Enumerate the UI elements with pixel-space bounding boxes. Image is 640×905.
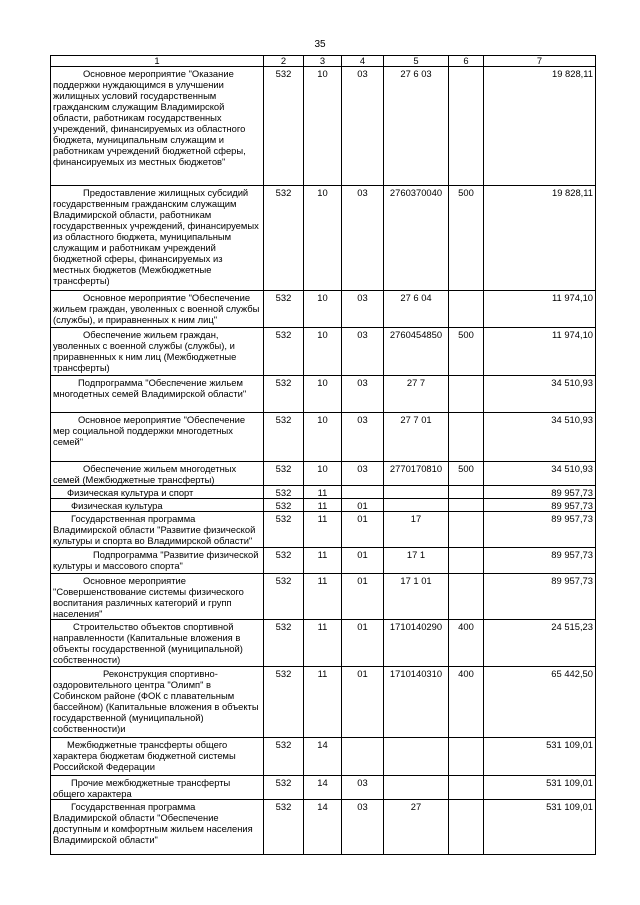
row-target-article: 27 6 04	[384, 291, 449, 328]
row-section: 11	[304, 499, 342, 512]
row-name: Физическая культура	[51, 499, 264, 512]
row-target-article: 17	[384, 512, 449, 548]
row-ved: 532	[264, 738, 304, 776]
row-subsection: 01	[342, 667, 384, 738]
column-header: 2	[264, 56, 304, 67]
row-name: Подпрограмма "Развитие физической культуры и массового спорта"	[51, 548, 264, 574]
row-section: 11	[304, 574, 342, 620]
row-amount: 19 828,11	[484, 186, 596, 291]
table-row	[51, 186, 596, 291]
row-amount: 11 974,10	[484, 291, 596, 328]
row-section: 11	[304, 667, 342, 738]
row-target-article	[384, 499, 449, 512]
row-amount: 531 109,01	[484, 800, 596, 855]
column-header: 5	[384, 56, 449, 67]
row-amount: 89 957,73	[484, 548, 596, 574]
row-subsection: 03	[342, 413, 384, 462]
row-ved: 532	[264, 376, 304, 413]
row-subsection: 01	[342, 512, 384, 548]
row-target-article: 27 6 03	[384, 67, 449, 186]
row-ved: 532	[264, 548, 304, 574]
row-expense-type	[449, 512, 484, 548]
row-section: 10	[304, 67, 342, 186]
row-subsection	[342, 738, 384, 776]
row-subsection: 03	[342, 328, 384, 376]
row-target-article	[384, 486, 449, 499]
row-name: Государственная программа Владимирской области "Развитие физической культуры и спорта во Владимирской области"	[51, 512, 264, 548]
row-section: 10	[304, 413, 342, 462]
row-section: 11	[304, 512, 342, 548]
row-expense-type	[449, 574, 484, 620]
row-ved: 532	[264, 67, 304, 186]
row-amount: 89 957,73	[484, 486, 596, 499]
table-row	[51, 462, 596, 486]
row-name: Межбюджетные трансферты общего характера бюджетам бюджетной системы Российской Федерации	[51, 738, 264, 776]
row-ved: 532	[264, 512, 304, 548]
row-ved: 532	[264, 462, 304, 486]
row-name: Обеспечение жильем граждан, уволенных с военной службы (службы), и приравненных к ним лиц (Межбюджетные трансферты)	[51, 328, 264, 376]
row-expense-type	[449, 486, 484, 499]
row-subsection: 01	[342, 499, 384, 512]
row-target-article: 27 7 01	[384, 413, 449, 462]
row-name: Основное мероприятие "Обеспечение мер социальной поддержки многодетных семей"	[51, 413, 264, 462]
row-target-article: 27 7	[384, 376, 449, 413]
row-target-article: 27	[384, 800, 449, 855]
row-name: Основное мероприятие "Оказание поддержки нуждающимся в улучшении жилищных условий государственным гражданским служащим Владимирской области, работникам государственных учреждений, финансируемых из областного бюджета, муниципальным служащим и работникам учреждений бюджетной сферы, финансируемых из местных бюджетов"	[51, 67, 264, 186]
row-name: Обеспечение жильем многодетных семей (Межбюджетные трансферты)	[51, 462, 264, 486]
row-subsection: 03	[342, 800, 384, 855]
table-row	[51, 486, 596, 499]
row-ved: 532	[264, 667, 304, 738]
row-amount: 89 957,73	[484, 499, 596, 512]
row-name: Государственная программа Владимирской области "Обеспечение доступным и комфортным жильем населения Владимирской области"	[51, 800, 264, 855]
row-expense-type: 500	[449, 186, 484, 291]
row-section: 11	[304, 620, 342, 667]
table-row	[51, 776, 596, 800]
row-expense-type	[449, 67, 484, 186]
row-subsection: 03	[342, 67, 384, 186]
table-row	[51, 413, 596, 462]
column-header: 7	[484, 56, 596, 67]
row-ved: 532	[264, 800, 304, 855]
row-section: 10	[304, 376, 342, 413]
table-row	[51, 512, 596, 548]
table-row	[51, 667, 596, 738]
row-expense-type: 500	[449, 462, 484, 486]
row-section: 14	[304, 738, 342, 776]
page-number: 35	[314, 39, 326, 50]
row-expense-type	[449, 800, 484, 855]
row-amount: 11 974,10	[484, 328, 596, 376]
row-subsection: 01	[342, 620, 384, 667]
row-ved: 532	[264, 776, 304, 800]
row-section: 10	[304, 291, 342, 328]
row-expense-type	[449, 376, 484, 413]
table-header-row	[51, 56, 596, 67]
row-amount: 531 109,01	[484, 776, 596, 800]
row-subsection: 01	[342, 548, 384, 574]
row-expense-type: 400	[449, 667, 484, 738]
table-row	[51, 620, 596, 667]
row-ved: 532	[264, 620, 304, 667]
row-section: 14	[304, 800, 342, 855]
row-target-article: 1710140290	[384, 620, 449, 667]
row-ved: 532	[264, 574, 304, 620]
row-section: 14	[304, 776, 342, 800]
row-name: Физическая культура и спорт	[51, 486, 264, 499]
row-name: Основное мероприятие "Обеспечение жильем граждан, уволенных с военной службы (службы), и приравненных к ним лиц"	[51, 291, 264, 328]
row-amount: 531 109,01	[484, 738, 596, 776]
row-section: 11	[304, 548, 342, 574]
row-expense-type: 500	[449, 328, 484, 376]
row-expense-type: 400	[449, 620, 484, 667]
row-subsection: 03	[342, 291, 384, 328]
row-target-article: 1710140310	[384, 667, 449, 738]
row-subsection: 01	[342, 574, 384, 620]
row-name: Реконструкция спортивно-оздоровительного центра "Олимп" в Собинском районе (ФОК с плавательным бассейном) (Капитальные вложения в объекты государственной (муниципальной) собственности)и	[51, 667, 264, 738]
table-row	[51, 328, 596, 376]
row-target-article: 2770170810	[384, 462, 449, 486]
row-expense-type	[449, 776, 484, 800]
column-header: 1	[51, 56, 264, 67]
row-subsection: 03	[342, 776, 384, 800]
row-amount: 19 828,11	[484, 67, 596, 186]
row-target-article: 2760454850	[384, 328, 449, 376]
row-expense-type	[449, 738, 484, 776]
row-target-article	[384, 776, 449, 800]
row-name: Основное мероприятие "Совершенствование системы физического воспитания различных категорий и групп населения"	[51, 574, 264, 620]
row-name: Предоставление жилищных субсидий государственным гражданским служащим Владимирской области, работникам государственных учреждений, финансируемых из областного бюджета, муниципальным служащим и работникам учреждений бюджетной сферы, финансируемых из местных бюджетов (Межбюджетные трансферты)	[51, 186, 264, 291]
row-expense-type	[449, 548, 484, 574]
row-ved: 532	[264, 486, 304, 499]
table-row	[51, 738, 596, 776]
row-amount: 89 957,73	[484, 574, 596, 620]
row-target-article: 17 1	[384, 548, 449, 574]
row-subsection: 03	[342, 376, 384, 413]
row-ved: 532	[264, 291, 304, 328]
row-amount: 24 515,23	[484, 620, 596, 667]
row-expense-type	[449, 499, 484, 512]
column-header: 4	[342, 56, 384, 67]
table-row	[51, 376, 596, 413]
row-name: Строительство объектов спортивной направленности (Капитальные вложения в объекты государственной (муниципальной) собственности)	[51, 620, 264, 667]
row-section: 10	[304, 462, 342, 486]
row-expense-type	[449, 413, 484, 462]
table-row	[51, 291, 596, 328]
column-header: 6	[449, 56, 484, 67]
row-section: 11	[304, 486, 342, 499]
row-amount: 34 510,93	[484, 462, 596, 486]
row-amount: 89 957,73	[484, 512, 596, 548]
budget-table	[50, 55, 596, 855]
row-amount: 34 510,93	[484, 376, 596, 413]
table-row	[51, 548, 596, 574]
row-ved: 532	[264, 328, 304, 376]
row-section: 10	[304, 328, 342, 376]
column-header: 3	[304, 56, 342, 67]
row-name: Прочие межбюджетные трансферты общего характера	[51, 776, 264, 800]
table-row	[51, 800, 596, 855]
table-row	[51, 67, 596, 186]
row-expense-type	[449, 291, 484, 328]
row-subsection: 03	[342, 462, 384, 486]
row-name: Подпрограмма "Обеспечение жильем многодетных семей Владимирской области"	[51, 376, 264, 413]
row-ved: 532	[264, 499, 304, 512]
row-target-article: 17 1 01	[384, 574, 449, 620]
row-target-article	[384, 738, 449, 776]
row-subsection	[342, 486, 384, 499]
row-section: 10	[304, 186, 342, 291]
row-amount: 34 510,93	[484, 413, 596, 462]
table-row	[51, 574, 596, 620]
row-subsection: 03	[342, 186, 384, 291]
table-row	[51, 499, 596, 512]
table-body	[51, 56, 596, 855]
row-ved: 532	[264, 186, 304, 291]
row-amount: 65 442,50	[484, 667, 596, 738]
row-target-article: 2760370040	[384, 186, 449, 291]
row-ved: 532	[264, 413, 304, 462]
